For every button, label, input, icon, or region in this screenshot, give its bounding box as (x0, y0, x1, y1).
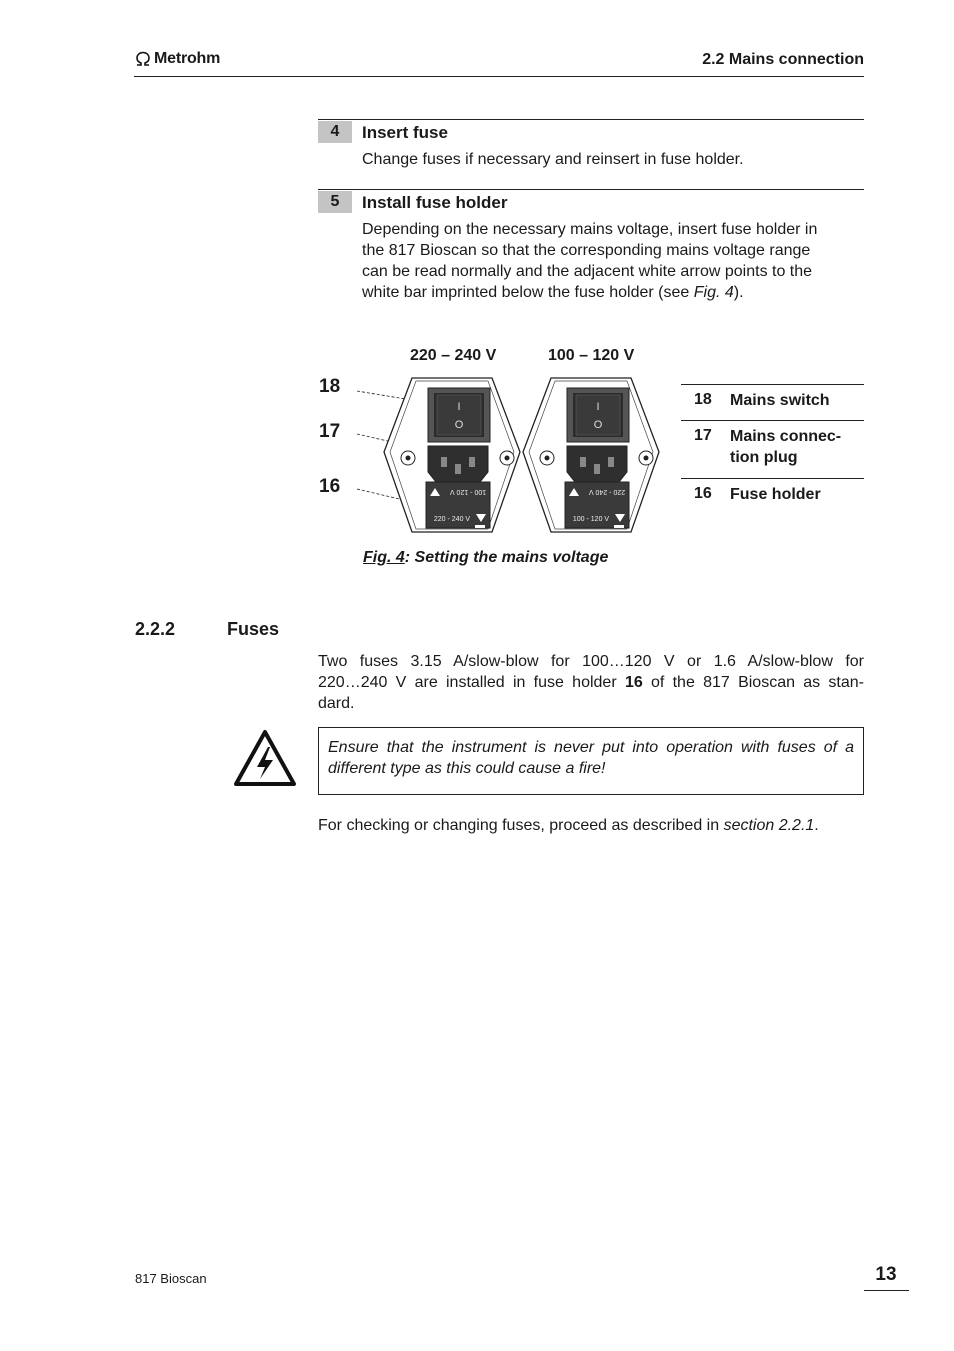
step-4-body: Change fuses if necessary and reinsert in fuse holder. (362, 151, 744, 168)
legend-text-mains-plug: Mains connec- tion plug (730, 428, 842, 466)
fig-4-reference: Fig. 4 (693, 284, 734, 301)
legend-divider-1 (681, 420, 864, 421)
fuses-paragraph: Two fuses 3.15 A/slow-blow for 100…120 V or 1.6 A/slow-blow for 220…240 V are installed in fuse holder 16 of the 817 Bioscan as stan- dard. (318, 653, 865, 712)
right-switch-on: I (596, 401, 600, 413)
legend-num-17: 17 (694, 427, 712, 444)
left-switch-on: I (457, 401, 461, 413)
page-number: 13 (875, 1264, 897, 1285)
closing-paragraph: For checking or changing fuses, proceed as described in section 2.2.1. (318, 817, 819, 834)
metrohm-logo (134, 50, 220, 68)
header-divider (134, 76, 864, 77)
left-mains-module (384, 378, 520, 532)
footer-model: 817 Bioscan (135, 1271, 207, 1286)
legend-num-16: 16 (694, 485, 712, 502)
left-switch-off: O (454, 419, 464, 431)
fuse-holder-ref: 16 (624, 674, 643, 691)
header-section-title: 2.2 Mains connection (702, 51, 864, 68)
section-reference: section 2.2.1 (723, 817, 815, 834)
step-5-title: Install fuse holder (362, 193, 508, 212)
figure-caption-ref: Fig. 4 (363, 549, 405, 566)
section-number: 2.2.2 (135, 619, 176, 639)
metrohm-omega-icon (134, 51, 152, 67)
right-switch-off: O (593, 419, 603, 431)
callout-16: 16 (319, 476, 341, 497)
step-4-title: Insert fuse (362, 123, 448, 142)
logo-text: Metrohm (154, 50, 221, 67)
legend-divider-2 (681, 478, 864, 479)
step-4-divider (318, 119, 864, 120)
legend-num-18: 18 (694, 391, 712, 408)
legend-divider-top (681, 384, 864, 385)
voltage-label-right: 100 – 120 V (548, 347, 635, 364)
right-mains-module (523, 378, 659, 532)
mains-module-figure (340, 372, 670, 542)
legend-text-fuse-holder: Fuse holder (730, 486, 821, 503)
section-title: Fuses (227, 619, 280, 639)
right-fuse-upper-label: 220 - 240 V (588, 488, 626, 495)
left-fuse-upper-label: 100 - 120 V (449, 488, 487, 495)
footer-divider (864, 1290, 909, 1291)
voltage-label-left: 220 – 240 V (410, 347, 497, 364)
right-fuse-lower-label: 100 - 120 V (572, 516, 610, 523)
step-5-divider (318, 189, 864, 190)
step-4-number: 4 (318, 121, 352, 143)
figure-caption: Fig. 4: Setting the mains voltage (363, 549, 609, 566)
legend-text-mains-switch: Mains switch (730, 392, 830, 409)
high-voltage-warning-icon (233, 729, 297, 787)
step-5-number: 5 (318, 191, 352, 213)
left-fuse-lower-label: 220 - 240 V (433, 516, 471, 523)
callout-17: 17 (319, 421, 341, 442)
step-5-body: Depending on the necessary mains voltage, insert fuse holder in the 817 Bioscan so that the corresponding mains voltage range can be read normally and the adjacent white arrow points to the white bar imprinted below the fuse holder (see Fig. 4). (362, 221, 818, 301)
warning-text: Ensure that the instrument is never put into operation with fuses of a different type as this could cause a fire! (328, 739, 854, 777)
callout-18: 18 (319, 376, 341, 397)
